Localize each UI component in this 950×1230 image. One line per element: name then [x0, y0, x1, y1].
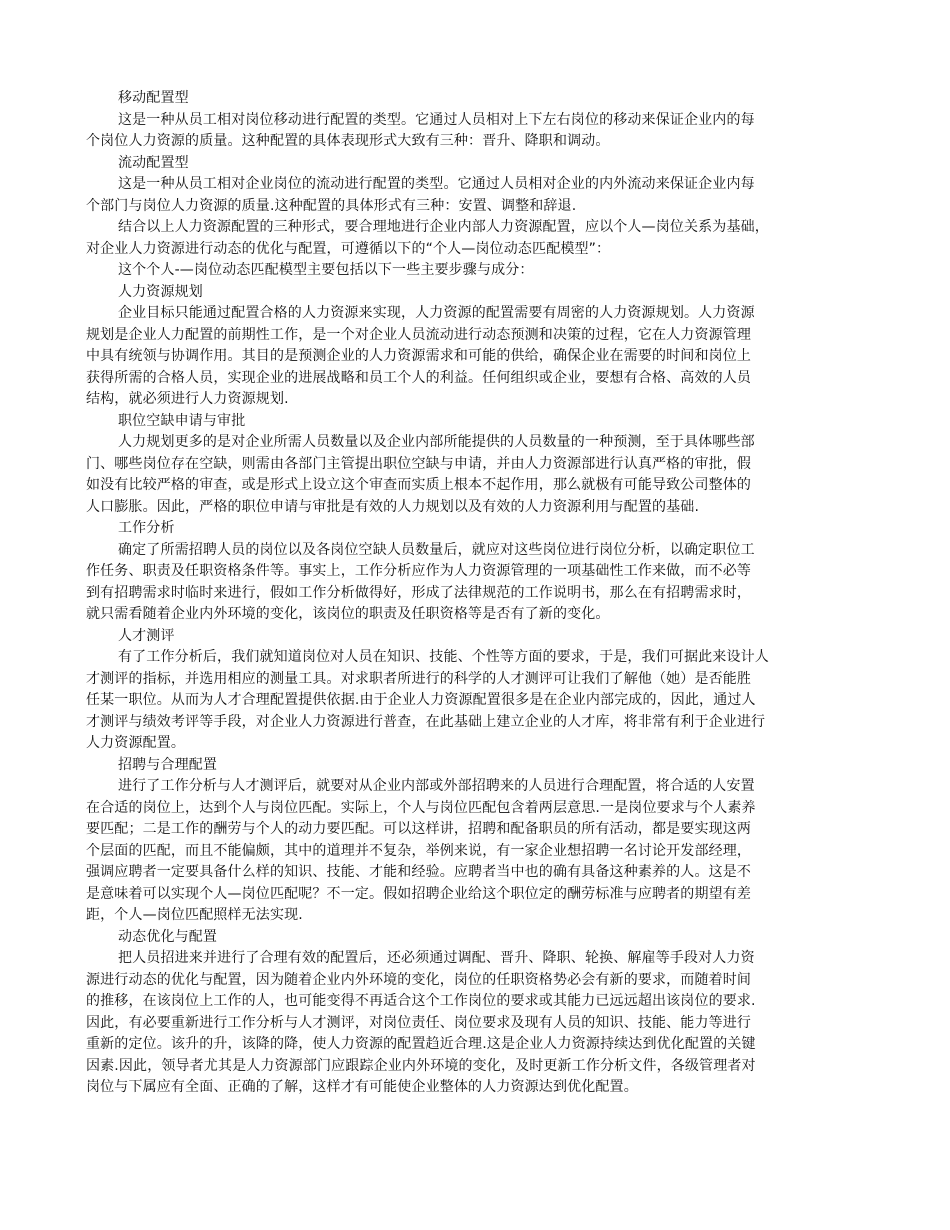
paragraph-line: 就只需看随着企业内外环境的变化，该岗位的职责及任职资格等是否有了新的变化。: [86, 606, 610, 622]
paragraph-line-indented: 招聘与合理配置: [118, 756, 218, 773]
paragraph-line-indented: 工作分析: [118, 520, 175, 536]
paragraph-line-indented: 把人员招进来并进行了合理有效的配置后，还必须通过调配、晋升、降职、轮换、解雇等手段对人力资: [118, 950, 755, 966]
paragraph-line: 人口膨胀。因此，严格的职位申请与审批是有效的人力规划以及有效的人力资源利用与配置的基础.: [86, 498, 700, 515]
paragraph-line-indented: 移动配置型: [118, 90, 189, 106]
paragraph-line-indented: 这是一种从员工相对企业岗位的流动进行配置的类型。它通过人员相对企业的内外流动来保证企业内每: [118, 176, 755, 192]
paragraph-line: 规划是企业人力配置的前期性工作，是一个对企业人员流动进行动态预测和决策的过程，它在人力资源管理: [86, 326, 752, 343]
paragraph-line: 人力资源配置。: [86, 735, 186, 751]
paragraph-line: 个部门与岗位人力资源的质量.这种配置的具体形式有三种：安置、调整和辞退.: [86, 197, 577, 214]
paragraph-line: 如没有比较严格的审查，或是形式上设立这个审查而实质上根本不起作用，那么就极有可能导致公司整体的: [86, 477, 752, 493]
paragraph-line: 是意味着可以实现个人—岗位匹配呢？不一定。假如招聘企业给这个职位定的酬劳标准与应聘者的期望有差: [86, 885, 752, 902]
document-body: [86, 88, 866, 1099]
paragraph-line-indented: 这个个人-—岗位动态匹配模型主要包括以下一些主要步骤与成分：: [118, 262, 534, 278]
paragraph-line-indented: 流动配置型: [118, 154, 189, 171]
paragraph-line: 个岗位人力资源的质量。这种配置的具体表现形式大致有三种：晋升、降职和调动。: [86, 133, 610, 149]
paragraph-line: 对企业人力资源进行动态的优化与配置，可遵循以下的“个人—岗位动态匹配模型”：: [86, 240, 611, 257]
paragraph-line: 才测评与绩效考评等手段，对企业人力资源进行普查，在此基础上建立企业的人才库，将非常有利于企业进行: [86, 713, 766, 730]
paragraph-line-indented: 人才测评: [118, 627, 175, 644]
paragraph-line-indented: 职位空缺申请与审批: [118, 412, 246, 429]
paragraph-line: 在合适的岗位上，达到个人与岗位匹配。实际上，个人与岗位匹配包含着两层意思.一是岗位要求与个人素养: [86, 799, 756, 816]
paragraph-line: 重新的定位。该升的升，该降的降，使人力资源的配置趋近合理.这是企业人力资源持续达到优化配置的关键: [86, 1036, 756, 1052]
paragraph-line: 强调应聘者一定要具备什么样的知识、技能、才能和经验。应聘者当中也的确有具备这种素养的人。这是不: [86, 864, 752, 880]
paragraph-line-indented: 结合以上人力资源配置的三种形式，要合理地进行企业内部人力资源配置，应以个人—岗位关系为基础，: [118, 219, 769, 235]
paragraph-line: 获得所需的合格人员，实现企业的进展战略和员工个人的利益。任何组织或企业，要想有合格、高效的人员: [86, 369, 752, 386]
paragraph-line-indented: 这是一种从员工相对岗位移动进行配置的类型。它通过人员相对上下左右岗位的移动来保证企业内的每: [118, 111, 755, 128]
paragraph-line: 个层面的匹配，而且不能偏颇，其中的道理并不复杂，举例来说，有一家企业想招聘一名讨论开发部经理，: [86, 842, 752, 859]
paragraph-line: 因此，有必要重新进行工作分析与人才测评，对岗位责任、岗位要求及现有人员的知识、技能、能力等进行: [86, 1014, 752, 1031]
paragraph-line: 到有招聘需求时临时来进行，假如工作分析做得好，形成了法律规范的工作说明书，那么在有招聘需求时，: [86, 584, 752, 601]
paragraph-line: 作任务、职责及任职资格条件等。事实上，工作分析应作为人力资源管理的一项基础性工作来做，而不必等: [86, 563, 752, 579]
paragraph-line: 才测评的指标，并选用相应的测量工具。对求职者所进行的科学的人才测评可让我们了解他（她）是否能胜: [86, 670, 752, 687]
paragraph-line: 任某一职位。从而为人才合理配置提供依据.由于企业人力资源配置很多是在企业内部完成的，因此，通过人: [86, 692, 756, 708]
paragraph-line: 中具有统领与协调作用。其目的是预测企业的人力资源需求和可能的供给，确保企业在需要的时间和岗位上: [86, 348, 752, 364]
paragraph-line-indented: 企业目标只能通过配置合格的人力资源来实现，人力资源的配置需要有周密的人力资源规划。人力资源: [118, 305, 755, 321]
paragraph-line-indented: 动态优化与配置: [118, 928, 218, 945]
paragraph-line: 距，个人—岗位匹配照样无法实现.: [86, 907, 303, 923]
paragraph-line: 因素.因此，领导者尤其是人力资源部门应跟踪企业内外环境的变化，及时更新工作分析文件，各级管理者对: [86, 1057, 756, 1074]
paragraph-line: 岗位与下属应有全面、正确的了解，这样才有可能使企业整体的人力资源达到优化配置。: [86, 1079, 638, 1095]
paragraph-line-indented: 人力资源规划: [118, 283, 203, 300]
paragraph-line: 结构，就必须进行人力资源规划.: [86, 391, 289, 407]
paragraph-line: 门、哪些岗位存在空缺，则需由各部门主管提出职位空缺与申请，并由人力资源部进行认真严格的审批，假: [86, 455, 752, 472]
paragraph-line-indented: 有了工作分析后，我们就知道岗位对人员在知识、技能、个性等方面的要求，于是，我们可据此来设计人: [118, 649, 769, 665]
paragraph-line: 要匹配；二是工作的酬劳与个人的动力要匹配。可以这样讲，招聘和配备职员的所有活动，都是要实现这两: [86, 821, 752, 837]
paragraph-line: 的推移，在该岗位上工作的人，也可能变得不再适合这个工作岗位的要求或其能力已远远超出该岗位的要求.: [86, 993, 756, 1009]
paragraph-line-indented: 进行了工作分析与人才测评后，就要对从企业内部或外部招聘来的人员进行合理配置，将合适的人安置: [118, 778, 755, 794]
paragraph-line: 源进行动态的优化与配置，因为随着企业内外环境的变化，岗位的任职资格势必会有新的要求，而随着时间: [86, 971, 752, 988]
paragraph-line-indented: 确定了所需招聘人员的岗位以及各岗位空缺人员数量后，就应对这些岗位进行岗位分析，以确定职位工: [118, 541, 755, 558]
paragraph-line-indented: 人力规划更多的是对企业所需人员数量以及企业内部所能提供的人员数量的一种预测，至于具体哪些部: [118, 434, 755, 450]
